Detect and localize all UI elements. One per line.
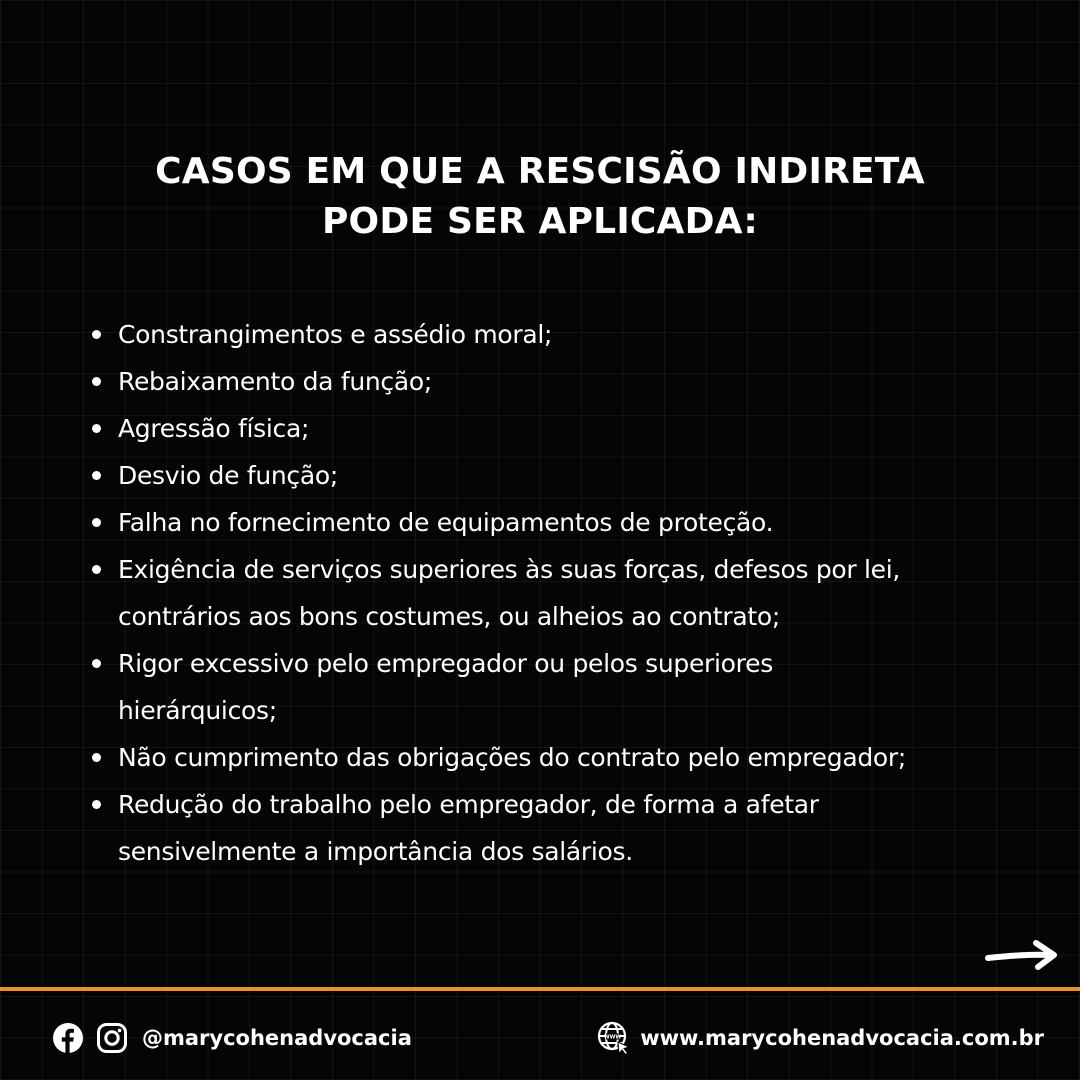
list-item bbox=[90, 546, 1050, 640]
list-item bbox=[90, 640, 1050, 734]
list-item bbox=[90, 405, 1050, 452]
list-item bbox=[90, 311, 1050, 358]
cases-list bbox=[90, 311, 1050, 875]
list-item-text: sensivelmente a importância dos salários. bbox=[118, 837, 633, 866]
bullet-icon bbox=[92, 471, 101, 480]
bullet-icon bbox=[92, 800, 101, 809]
social-handle[interactable]: @marycohenadvocacia bbox=[142, 1026, 412, 1050]
website-link[interactable]: www.marycohenadvocacia.com.br bbox=[640, 1026, 1044, 1050]
list-item-text: hierárquicos; bbox=[118, 696, 277, 725]
list-item-text: Constrangimentos e assédio moral; bbox=[118, 320, 553, 349]
list-item-text: Rebaixamento da função; bbox=[118, 367, 433, 396]
page-title-line-1: CASOS EM QUE A RESCISÃO INDIRETA bbox=[155, 151, 925, 192]
list-item bbox=[90, 452, 1050, 499]
bullet-icon bbox=[92, 518, 101, 527]
list-item-text: Exigência de serviços superiores às suas forças, defesos por lei, bbox=[118, 555, 901, 584]
list-item-text: Redução do trabalho pelo empregador, de forma a afetar bbox=[118, 790, 819, 819]
bullet-icon bbox=[92, 565, 101, 574]
bullet-icon bbox=[92, 424, 101, 433]
social-handle-group[interactable] bbox=[52, 1018, 412, 1058]
list-item bbox=[90, 734, 1050, 781]
facebook-icon[interactable] bbox=[52, 1022, 84, 1054]
list-item-text: Desvio de função; bbox=[118, 461, 339, 490]
list-item bbox=[90, 358, 1050, 405]
svg-text:WWW: WWW bbox=[604, 1034, 622, 1041]
list-item-text: Não cumprimento das obrigações do contrato pelo empregador; bbox=[118, 743, 907, 772]
globe-cursor-icon bbox=[596, 1020, 632, 1056]
list-item bbox=[90, 499, 1050, 546]
footer-divider bbox=[0, 987, 1080, 991]
list-item bbox=[90, 781, 1050, 875]
list-item-text: Falha no fornecimento de equipamentos de proteção. bbox=[118, 508, 774, 537]
list-item-text: contrários aos bons costumes, ou alheios ao contrato; bbox=[118, 602, 780, 631]
instagram-icon[interactable] bbox=[96, 1022, 128, 1054]
bullet-icon bbox=[92, 659, 101, 668]
bullet-icon bbox=[92, 377, 101, 386]
list-item-text: Agressão física; bbox=[118, 414, 310, 443]
website-group[interactable] bbox=[596, 1018, 1044, 1058]
bullet-icon bbox=[92, 330, 101, 339]
page-title bbox=[0, 147, 1080, 247]
list-item-text: Rigor excessivo pelo empregador ou pelos superiores bbox=[118, 649, 773, 678]
next-arrow-icon[interactable] bbox=[984, 936, 1060, 972]
page-title-line-2: PODE SER APLICADA: bbox=[321, 201, 759, 242]
bullet-icon bbox=[92, 753, 101, 762]
